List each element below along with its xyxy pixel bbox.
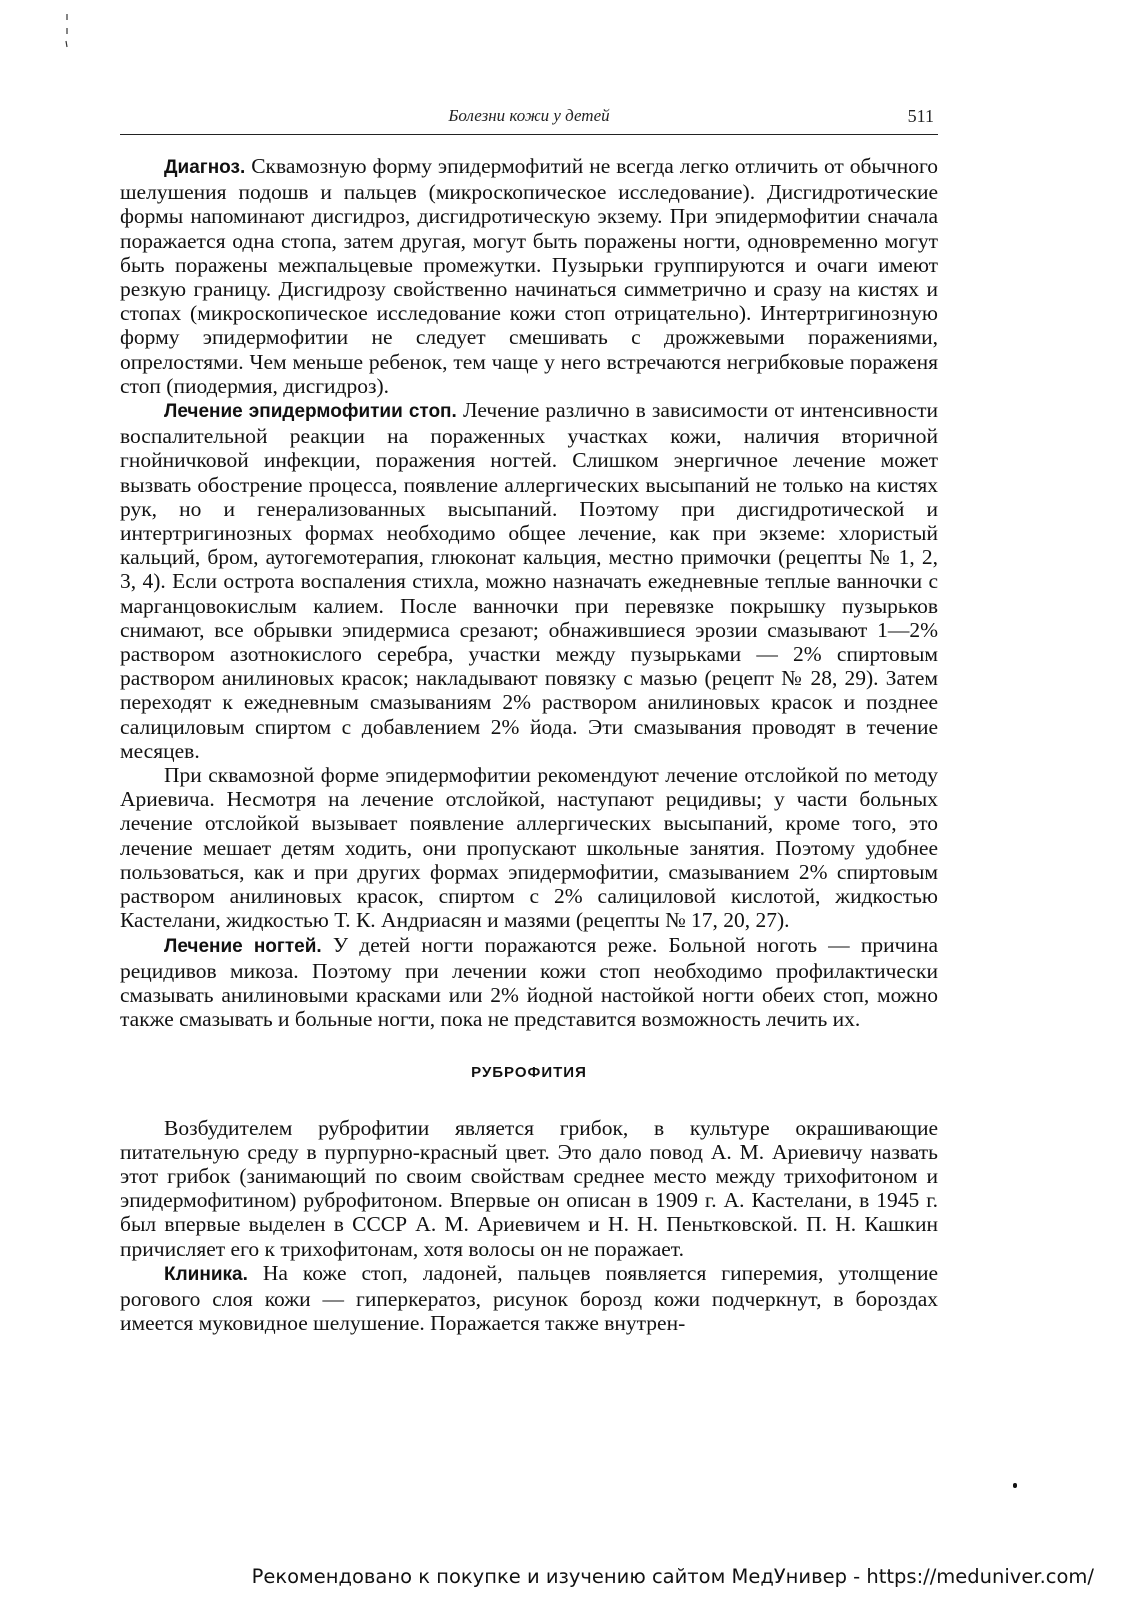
print-speck bbox=[1013, 1483, 1017, 1488]
running-title: Болезни кожи у детей bbox=[448, 106, 610, 125]
paragraph-text: При сквамозной форме эпидермофитии рекомендуют лечение отслойкой по методу Ариевича. Несмотря на лечение отслойкой, наступают рецидивы; у части больных лечение отслойкой вызывает появление аллергических высыпаний, кроме того, это лечение мешает детям ходить, они пропускают школьные занятия. Поэтому удобнее пользоваться, как и при других формах эпидермофитии, смазыванием 2% спиртовым раствором анилиновых красок, спиртом с 2% салициловой кислотой, жидкостью Кастелани, жидкостью Т. К. Андриасян и мазями (рецепты № 17, 20, 27). bbox=[120, 763, 938, 933]
body-text bbox=[120, 154, 938, 1335]
page-header bbox=[120, 106, 938, 135]
paragraph-text: У детей ногти поражаются реже. Больной ноготь — причина рецидивов микоза. Поэтому при лечении кожи стоп необходимо профилактически смазывать анилиновыми красками или 2% йодной настойкой ногти обеих стоп, можно также смазывать и больные ногти, пока не представится возможность лечить их. bbox=[120, 932, 938, 1032]
paragraph-text: Возбудителем руброфитии является грибок, в культуре окрашивающие питательную среду в пурпурно-красный цвет. Это дало повод А. М. Ариевичу назвать этот грибок (занимающий по своим свойствам среднее место между трихофитоном и эпидермофитином) руброфитоном. Впервые он описан в 1909 г. А. Кастелани, в 1945 г. был впервые выделен в СССР А. М. Ариевичем и Н. Н. Пеньтковской. П. Н. Кашкин причисляет его к трихофитонам, хотя волосы он не поражает. bbox=[120, 1115, 938, 1261]
paragraph-lead: Диагноз. bbox=[164, 157, 246, 178]
margin-marks bbox=[64, 10, 70, 50]
paragraph-diagnosis bbox=[120, 154, 938, 398]
paragraph-text: На коже стоп, ладоней, пальцев появляется гиперемия, утолщение рогового слоя кожи — гиперкератоз, рисунок борозд кожи подчеркнут, в бороздах имеется муковидное шелушение. Поражается также внутрен- bbox=[120, 1260, 938, 1336]
footer-watermark: Рекомендовано к покупке и изучению сайтом МедУнивер - https://meduniver.com/ bbox=[251, 1565, 1094, 1588]
paragraph-text: Сквамозную форму эпидермофитий не всегда легко отличить от обычного шелушения подошв и пальцев (микроскопическое исследование). Дисгидротические формы напоминают дисгидроз, дисгидротическую экзему. При эпидермофитии сначала поражается одна стопа, затем другая, могут быть поражены ногти, одновременно могут быть поражены межпальцевые промежутки. Пузырьки группируются и очаги имеют резкую границу. Дисгидрозу свойственно начинаться симметрично и сразу на кистях и стопах (микроскопическое исследование кожи стоп отрицательно). Интертригинозную форму эпидермофитии не следует смешивать с дрожжевыми поражениями, опрелостями. Чем меньше ребенок, тем чаще у него встречаются негрибковые пораженя стоп (пиодермия, дисгидроз). bbox=[120, 154, 938, 398]
paragraph-nail-treatment bbox=[120, 933, 938, 1032]
paragraph-pathogen bbox=[120, 1116, 938, 1261]
page-number: 511 bbox=[907, 106, 934, 126]
paragraph-text: Лечение различно в зависимости от интенсивности воспалительной реакции на пораженных участках кожи, наличия вторичной гнойничковой инфекции, поражения ногтей. Слишком энергичное лечение может вызвать обострение процесса, появление аллергических высыпаний не только на кистях рук, но и генерализованных высыпаний. Поэтому при дисгидротической и интертригинозных формах необходимо общее лечение, как при экземе: хлористый кальций, бром, аутогемотерапия, глюконат кальция, местно примочки (рецепты № 1, 2, 3, 4). Если острота воспаления стихла, можно назначать ежедневные теплые ванночки с марганцовокислым калием. После ванночки при перевязке покрышку пузырьков снимают, все обрывки эпидермиса срезают; обнажившиеся эрозии смазывают 1—2% раствором азотнокислого серебра, участки между пузырьками — 2% спиртовым раствором анилиновых красок; накладывают повязку с мазью (рецепт № 28, 29). Затем переходят к ежедневным смазываниям 2% раствором анилиновых красок и позднее салициловым спиртом с добавлением 2% йода. Эти смазывания проводят в течение месяцев. bbox=[120, 398, 938, 763]
section-heading: РУБРОФИТИЯ bbox=[471, 1064, 587, 1082]
paragraph-lead: Лечение эпидермофитии стоп. bbox=[164, 401, 457, 423]
paragraph-lead: Лечение ногтей. bbox=[164, 935, 322, 957]
paragraph-squamous-treatment bbox=[120, 763, 938, 932]
paragraph-lead: Клиника. bbox=[164, 1263, 248, 1285]
paragraph-foot-treatment bbox=[120, 398, 938, 763]
paragraph-clinic bbox=[120, 1261, 938, 1336]
